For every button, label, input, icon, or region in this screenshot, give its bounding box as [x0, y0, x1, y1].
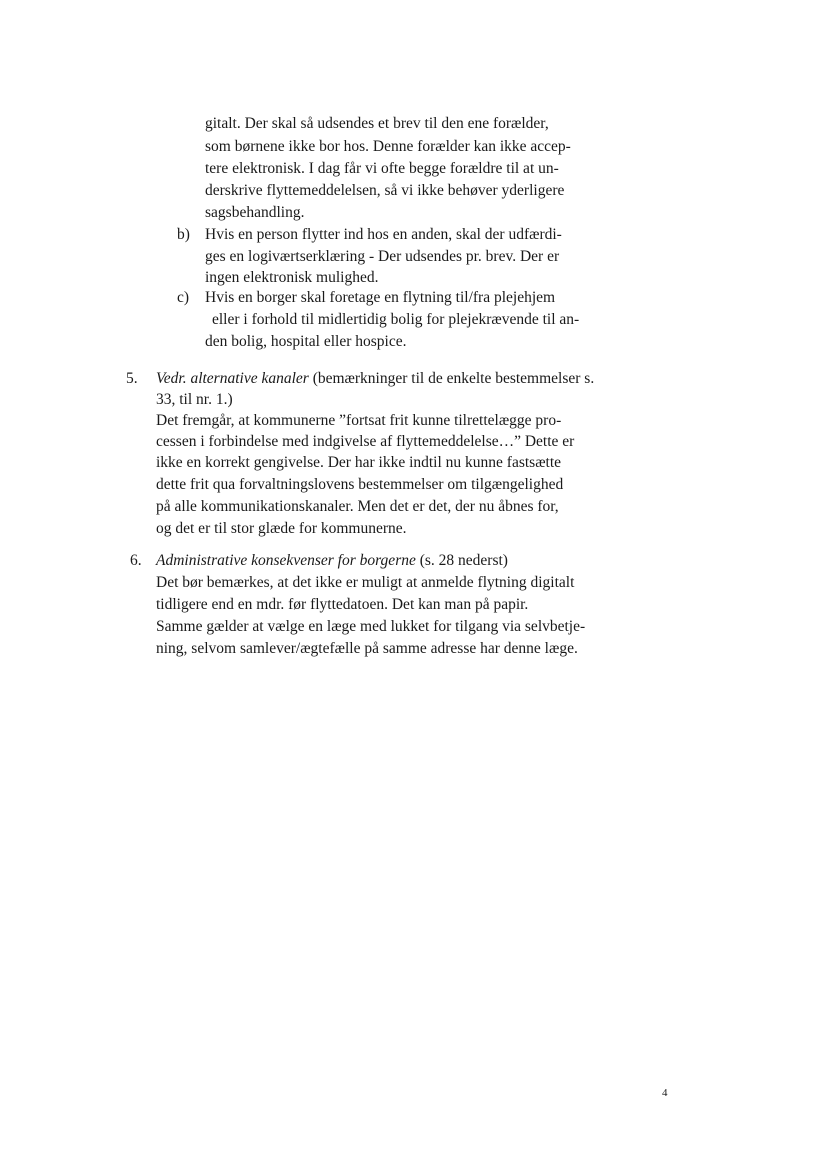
text-line: Det fremgår, at kommunerne ”fortsat frit kunne tilrettelægge pro-	[156, 412, 562, 429]
list-marker: b)	[177, 226, 190, 243]
text-line: eller i forhold til midlertidig bolig for plejekrævende til an-	[212, 311, 580, 328]
text-line: som børnene ikke bor hos. Denne forælder kan ikke accep-	[205, 138, 571, 155]
section-heading	[156, 550, 508, 571]
text-line: derskrive flyttemeddelelsen, så vi ikke behøver yderligere	[205, 182, 565, 199]
text-line: Samme gælder at vælge en læge med lukket for tilgang via selvbetje-	[156, 618, 586, 635]
text-line: cessen i forbindelse med indgivelse af flyttemeddelelse…” Dette er	[156, 433, 575, 450]
text-line: på alle kommunikationskanaler. Men det er det, der nu åbnes for,	[156, 498, 559, 515]
section-number: 6.	[130, 552, 142, 569]
text-line: den bolig, hospital eller hospice.	[205, 333, 407, 350]
text-line: Hvis en borger skal foretage en flytning til/fra plejehjem	[205, 289, 556, 306]
text-line: Det bør bemærkes, at det ikke er muligt at anmelde flytning digitalt	[156, 574, 575, 591]
text-line: gitalt. Der skal så udsendes et brev til den ene forælder,	[205, 115, 549, 132]
section-number: 5.	[126, 370, 138, 387]
section-heading-rest: (bemærkninger til de enkelte bestemmelser s.	[308, 370, 595, 387]
page-number: 4	[662, 1087, 668, 1099]
text-line: sagsbehandling.	[205, 204, 305, 221]
list-marker: c)	[177, 289, 190, 306]
text-line: tidligere end en mdr. før flyttedatoen. Det kan man på papir.	[156, 596, 529, 613]
text-line: ikke en korrekt gengivelse. Der har ikke indtil nu kunne fastsætte	[156, 454, 562, 471]
text-line: ning, selvom samlever/ægtefælle på samme adresse har denne læge.	[156, 640, 578, 657]
text-line: ges en logiværtserklæring - Der udsendes pr. brev. Der er	[205, 248, 560, 265]
text-line: ingen elektronisk mulighed.	[205, 269, 379, 286]
section-heading-continuation: 33, til nr. 1.)	[156, 391, 233, 408]
section-heading-rest: (s. 28 nederst)	[415, 552, 508, 569]
section-heading-italic: Administrative konsekvenser for borgerne	[156, 552, 416, 569]
section-heading-italic: Vedr. alternative kanaler	[156, 370, 309, 387]
text-line: tere elektronisk. I dag får vi ofte begge forældre til at un-	[205, 160, 559, 177]
text-line: og det er til stor glæde for kommunerne.	[156, 520, 407, 537]
text-line: Hvis en person flytter ind hos en anden, skal der udfærdi-	[205, 226, 562, 243]
section-heading	[156, 368, 594, 389]
text-line: dette frit qua forvaltningslovens bestemmelser om tilgængelighed	[156, 476, 564, 493]
